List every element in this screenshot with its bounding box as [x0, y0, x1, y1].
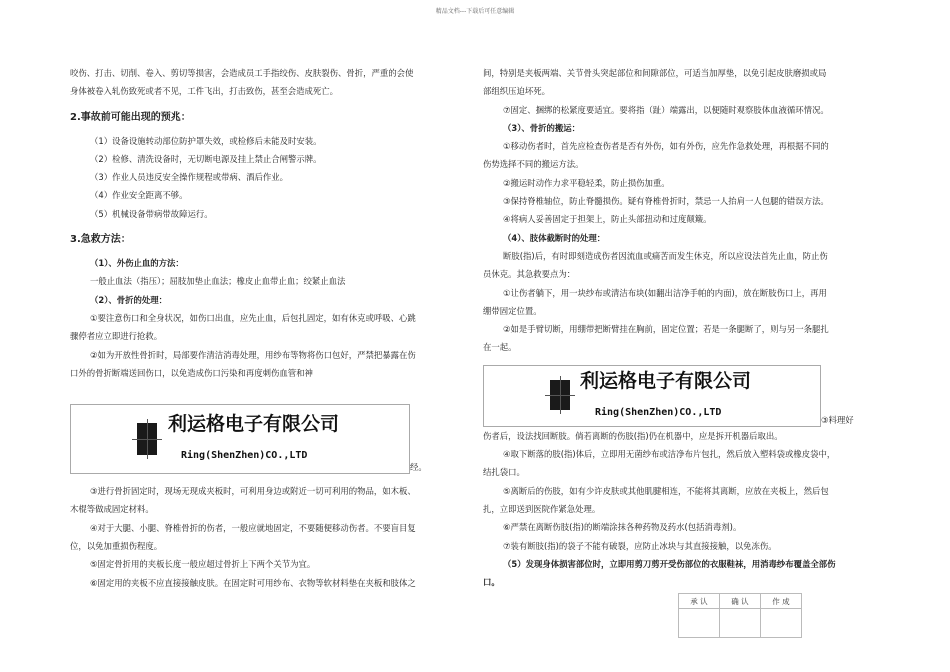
body-line: 咬伤、打击、切削、卷入、剪切等损害，会造成员工手指绞伤、皮肤裂伤、骨折，严重的会使	[70, 68, 414, 78]
body-line: ①要注意伤口和全身状况，如伤口出血，应先止血，后包扎固定，如有休克或呼吸、心跳	[90, 312, 416, 323]
body-line: ④将病人妥善固定于担架上，防止头部扭动和过度颠簸。	[503, 214, 712, 225]
logo-mark-icon	[137, 423, 157, 455]
body-line: 木棍等做成固定材料。	[70, 504, 154, 515]
logo-row	[70, 404, 465, 474]
body-line: 伤势选择不同的搬运方法。	[483, 159, 584, 170]
warning-item: （3）作业人员违反安全操作规程或带病、酒后作业。	[90, 172, 288, 183]
signoff-approve-cell	[679, 609, 720, 638]
logo-company-subtitle: Ring(ShenZhen)CO.,LTD	[595, 406, 722, 418]
body-line: 伤者后，设法找回断肢。倘若离断的伤肢(指)仍在机器中，应是拆开机器后取出。	[483, 430, 783, 441]
section-heading-first-aid: 3.急救方法：	[70, 234, 131, 246]
left-column	[70, 64, 465, 592]
body-line: 部组织压迫坏死。	[483, 86, 550, 97]
signoff-confirm-cell	[720, 609, 761, 638]
body-line: 扎，立即送到医院作紧急处理。	[483, 503, 601, 514]
logo-company-subtitle: Ring(ShenZhen)CO.,LTD	[181, 450, 308, 462]
subheading-amputation: （4）、肢体截断时的处理：	[503, 232, 606, 243]
body-line: ⑥严禁在离断伤肢(指)的断端涂抹各种药物及药水(包括消毒剂)。	[503, 522, 742, 533]
body-line: ③保持脊椎轴位，防止脊髓损伤。疑有脊椎骨折时，禁忌一人抬肩一人包腿的错误方法。	[503, 196, 829, 207]
logo-mark-icon	[550, 380, 570, 410]
warning-item: （1）设备设施转动部位防护罩失效，或检修后未能及时安装。	[90, 135, 322, 146]
body-line: ③进行骨折固定时，现场无现成夹板时，可利用身边或附近一切可利用的物品，如木板、	[90, 486, 416, 497]
signoff-approve-label: 承 认	[679, 594, 720, 609]
body-line: ⑦固定、捆绑的松紧度要适宜。要将指（趾）端露出，以便随时观察肢体血液循环情况。	[503, 104, 829, 115]
body-line: ①让伤者躺下，用一块纱布或清洁布块(如翻出洁净手帕的内面)，放在断肢伤口上，再用	[503, 287, 827, 298]
body-line: ④对于大腿、小腿、脊椎骨折的伤者，一般应就地固定，不要随便移动伤者。不要盲目复	[90, 522, 416, 533]
warning-item: （5）机械设备带病带故障运行。	[90, 208, 213, 219]
body-line: ③料理好	[821, 414, 854, 425]
body-line: ①移动伤者时，首先应检查伤者是否有外伤，如有外伤，应先作急救处理，再根据不同的	[503, 141, 829, 152]
body-line: ⑤固定骨折用的夹板长度一般应超过骨折上下两个关节为宜。	[90, 559, 316, 570]
warning-item: （4）作业安全距离不够。	[90, 190, 188, 201]
body-line: 间，特别是夹板两端、关节骨头突起部位和间隙部位，可适当加厚垫，以免引起皮肤磨损或局	[483, 68, 827, 78]
subheading-transport: （3）、骨折的搬运：	[503, 122, 581, 133]
body-line: 一般止血法（指压）；屈肢加垫止血法；橡皮止血带止血；绞紧止血法	[90, 276, 346, 287]
body-line: ⑦装有断肢(指)的袋子不能有破裂，应防止冰块与其直接接触，以免冻伤。	[503, 540, 777, 551]
body-line: 位，以免加重损伤程度。	[70, 541, 163, 552]
right-column	[483, 64, 880, 591]
signoff-prepare-cell	[761, 609, 802, 638]
signoff-prepare-label: 作 成	[761, 594, 802, 609]
signoff-confirm-label: 确 认	[720, 594, 761, 609]
body-line: 员休克。其急救要点为：	[483, 269, 576, 280]
company-logo	[483, 365, 821, 427]
logo-company-name: 利运格电子有限公司	[580, 369, 752, 392]
page-header: 精品文档---下载后可任意编辑	[435, 8, 515, 15]
body-line: 在一起。	[483, 342, 517, 353]
section-heading-warning: 2.事故前可能出现的预兆：	[70, 111, 191, 123]
subheading-bleeding: （1）、外伤止血的方法：	[90, 258, 184, 269]
body-line: 身体被卷入轧伤致死或者不见，工件飞出，打击致伤，甚至会造成死亡。	[70, 86, 338, 97]
body-line: ④取下断落的肢(指)体后，立即用无菌纱布或洁净布片包扎，然后放入塑料袋或橡皮袋中，	[503, 449, 836, 460]
body-line-bold: （5）发现身体损害部位时，立即用剪刀剪开受伤部位的衣服鞋袜，用消毒纱布覆盖全部伤	[503, 558, 836, 569]
body-line: ②如是手臂切断，用绷带把断臂挂在胸前，固定位置；若是一条腿断了，则与另一条腿扎	[503, 324, 829, 335]
body-line: ⑥固定用的夹板不应直接接触皮肤。在固定时可用纱布、衣物等软材料垫在夹板和肢体之	[90, 577, 416, 588]
subheading-fracture: （2）、骨折的处理：	[90, 294, 168, 305]
logo-row	[483, 365, 880, 427]
signoff-table	[678, 593, 802, 638]
logo-company-name: 利运格电子有限公司	[168, 413, 340, 436]
body-line: 骤停者应立即进行抢救。	[70, 331, 163, 342]
body-line: ②如为开放性骨折时，局部要作清洁消毒处理，用纱布等物将伤口包好，严禁把暴露在伤	[90, 349, 416, 360]
body-line: ⑤离断后的伤肢，如有少许皮肤或其他肌腱相连，不能将其离断，应放在夹板上，然后包	[503, 485, 829, 496]
body-line: ②搬运时动作力求平稳轻柔，防止损伤加重。	[503, 177, 670, 188]
warning-item: （2）检修、清洗设备时，无切断电源及挂上禁止合闸警示牌。	[90, 153, 322, 164]
body-line: 绷带固定位置。	[483, 305, 542, 316]
body-line: 断肢(指)后，有时即刻造成伤者因流血或痛苦而发生休克，所以应设法首先止血，防止伤	[503, 250, 828, 261]
body-line: 口外的骨折断端送回伤口，以免造成伤口污染和再度刺伤血管和神	[70, 367, 313, 378]
body-line-bold: 口。	[483, 577, 500, 588]
company-logo	[70, 404, 410, 474]
body-line: 结扎袋口。	[483, 467, 525, 478]
body-line: 经。	[410, 462, 427, 473]
